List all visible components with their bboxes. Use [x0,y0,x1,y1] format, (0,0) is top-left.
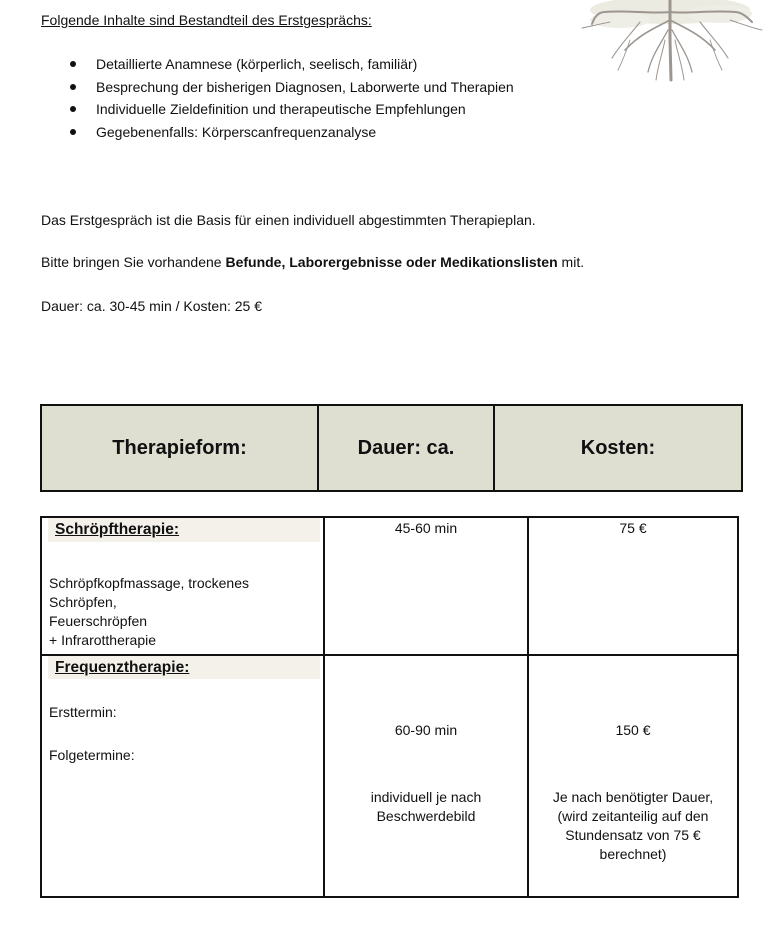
intro-bullet-list [62,53,536,143]
description-line: Schröpfen, [49,594,117,610]
cost-line: berechnet) [599,846,667,862]
list-item-text: Detaillierte Anamnese (körperlich, seelisch, familiär) [96,56,418,72]
list-item [62,76,536,99]
schroepftherapie-duration: 45-60 min [394,520,458,536]
list-item [62,121,536,144]
bullet-icon [70,61,76,67]
folgetermine-duration [325,788,527,826]
header-kosten: Kosten: [580,436,656,459]
therapy-table [40,516,739,898]
duration-cost-paragraph: Dauer: ca. 30-45 min / Kosten: 25 € [41,298,263,314]
cost-line: Je nach benötigter Dauer, [552,789,714,805]
list-item-text: Gegebenenfalls: Körperscanfrequenzanalyse [96,123,377,140]
list-item [62,98,536,121]
tree-roots-icon [570,0,768,90]
basis-paragraph: Das Erstgespräch ist die Basis für einen individuell abgestimmten Therapieplan. [41,212,536,228]
description-line: + Infrarottherapie [49,632,157,648]
row-title-frequenztherapie: Frequenztherapie: [48,656,320,679]
documents-text-bold: Befunde, Laborergebnisse oder Medikationslisten [225,254,558,270]
folgetermine-label: Folgetermine: [49,747,135,763]
list-item [62,53,536,76]
intro-heading: Folgende Inhalte sind Bestandteil des Erstgesprächs: [41,12,372,28]
ersttermin-duration: 60-90 min [394,722,458,738]
header-therapieform: Therapieform: [42,406,319,490]
bullet-icon [70,129,76,135]
duration-line: individuell je nach [370,789,482,805]
documents-text-after: mit. [557,254,585,270]
description-line: Feuerschröpfen [49,613,148,629]
duration-line: Beschwerdebild [376,808,476,824]
description-line: Schröpfkopfmassage, trockenes [49,575,249,591]
list-item-text: Besprechung der bisherigen Diagnosen, Laborwerte und Therapien [96,78,514,95]
list-item-text: Individuelle Zieldefinition und therapeutische Empfehlungen [96,101,466,117]
ersttermin-cost: 150 € [615,722,651,738]
table-header [40,404,743,492]
documents-text-before: Bitte bringen Sie vorhandene [41,254,226,270]
bullet-icon [70,106,76,112]
ersttermin-label: Ersttermin: [49,704,117,720]
row-title-schroepftherapie: Schröpftherapie: [48,518,320,542]
bullet-icon [70,84,76,90]
documents-paragraph [41,253,584,271]
schroepftherapie-cost: 75 € [619,520,647,536]
folgetermine-cost [529,788,737,864]
header-dauer: Dauer: ca. [319,406,495,490]
cost-line: (wird zeitanteilig auf den [557,808,709,824]
column-divider [323,518,325,896]
cost-line: Stundensatz von 75 € [565,827,701,843]
schroepftherapie-description [49,574,249,650]
